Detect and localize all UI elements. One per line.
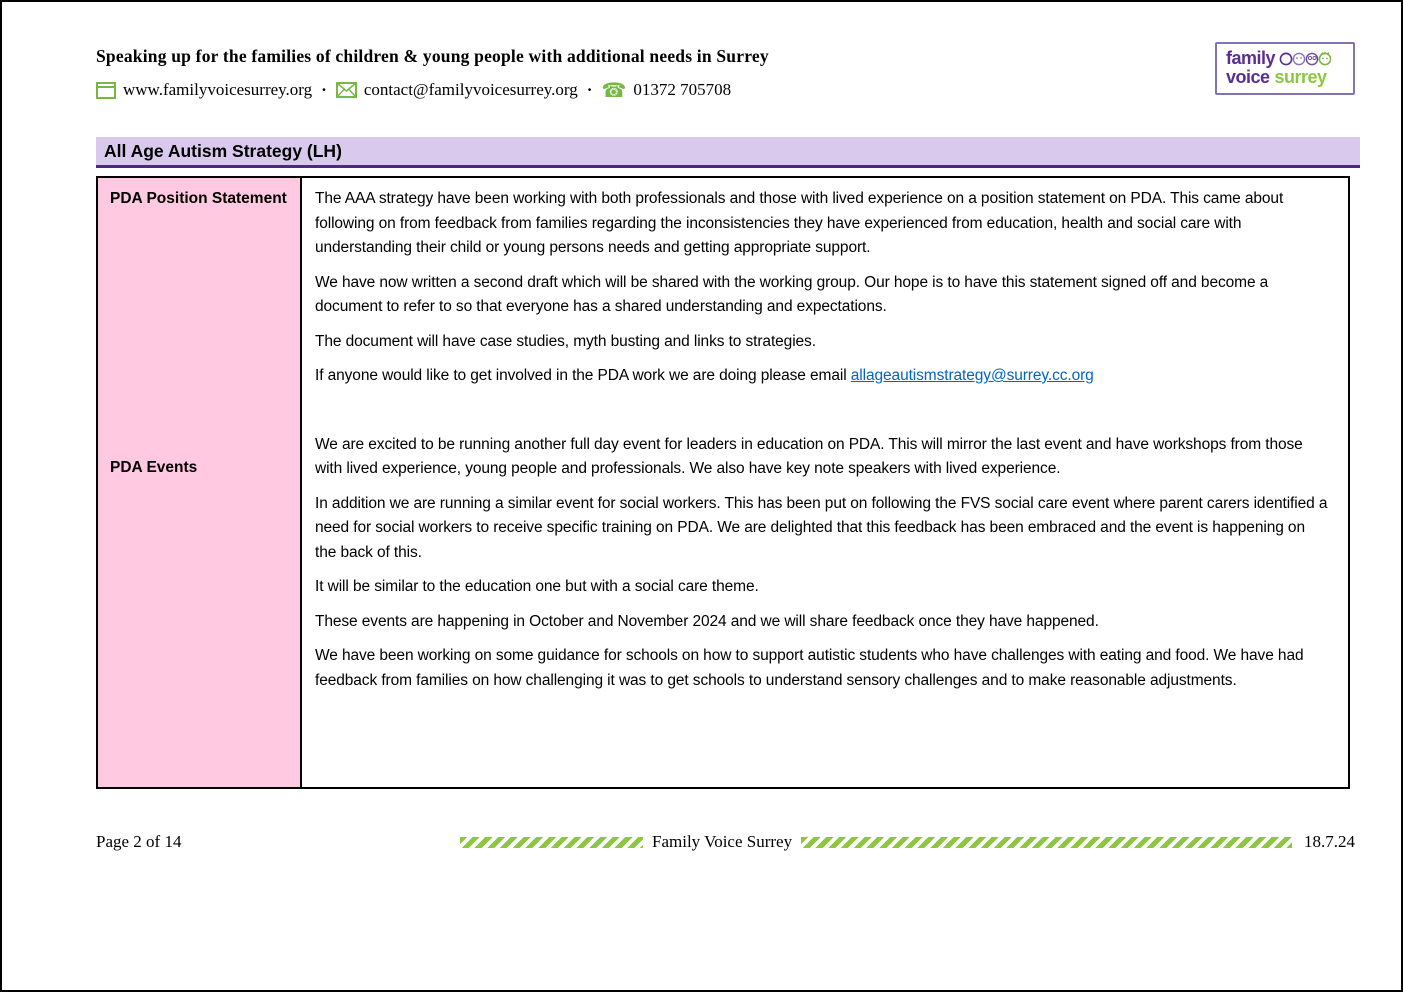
browser-window-icon bbox=[96, 82, 116, 99]
email-intro-text: If anyone would like to get involved in the PDA work we are doing please email bbox=[315, 367, 851, 384]
logo-line-1 bbox=[1226, 49, 1344, 67]
row-label-column bbox=[98, 178, 302, 787]
paragraph: We have been working on some guidance for schools on how to support autistic students who have challenges with eating and food. We have had feedback from families on how challenging it was to get schools to understand sensory challenges and to make reasonable adjustments. bbox=[315, 647, 1304, 689]
logo-word-voice: voice bbox=[1226, 67, 1270, 87]
logo-line-2 bbox=[1226, 68, 1344, 87]
footer-stripe-right bbox=[801, 837, 1292, 848]
contact-email: contact@familyvoicesurrey.org bbox=[363, 80, 578, 99]
row-label-pda-position-statement: PDA Position Statement bbox=[110, 190, 287, 207]
paragraph: The document will have case studies, myth busting and links to strategies. bbox=[315, 332, 816, 350]
footer-org-name: Family Voice Surrey bbox=[652, 832, 793, 851]
paragraph: These events are happening in October and November 2024 and we will share feedback once they have happened. bbox=[315, 612, 1099, 630]
section-title: All Age Autism Strategy (LH) bbox=[104, 141, 342, 161]
logo-word-surrey: surrey bbox=[1274, 67, 1327, 87]
footer-stripe-left bbox=[460, 837, 643, 848]
page-footer bbox=[96, 832, 1355, 852]
envelope-icon bbox=[336, 82, 357, 98]
separator-dot: · bbox=[586, 80, 593, 99]
family-voice-surrey-logo bbox=[1215, 42, 1355, 95]
phone-number: 01372 705708 bbox=[633, 80, 732, 99]
content-column bbox=[302, 178, 1348, 787]
page-number: Page 2 of 14 bbox=[96, 832, 182, 851]
footer-date: 18.7.24 bbox=[1304, 832, 1355, 851]
paragraph-with-link bbox=[315, 364, 1330, 389]
section-banner bbox=[96, 137, 1360, 168]
website-url: www.familyvoicesurrey.org bbox=[123, 80, 313, 99]
tagline: Speaking up for the families of children & young people with additional needs in Surrey bbox=[96, 46, 769, 66]
logo-faces-icon bbox=[1279, 51, 1331, 66]
paragraph: We are excited to be running another full day event for leaders in education on PDA. This will mirror the last event and have workshops from those with lived experience, young people and professionals. We also have key note speakers with lived experience. bbox=[315, 435, 1303, 477]
phone-icon: ☎ bbox=[601, 78, 627, 102]
paragraph: The AAA strategy have been working with both professionals and those with lived experience on a position statement on PDA. This came about following on from feedback from families regarding the inconsistencies they have experienced from education, health and social care with understanding their child or young persons needs and getting appropriate support. bbox=[315, 190, 1284, 256]
content-table bbox=[96, 176, 1350, 789]
paragraph: It will be similar to the education one but with a social care theme. bbox=[315, 578, 759, 595]
page-header bbox=[2, 2, 1401, 100]
contact-line bbox=[96, 80, 769, 100]
paragraph: We have now written a second draft which will be shared with the working group. Our hope is to have this statement signed off and become a document to refer to so that everyone has a shared understanding and expectations. bbox=[315, 273, 1269, 315]
logo-word-family: family bbox=[1226, 48, 1276, 68]
header-text-block bbox=[96, 46, 769, 100]
separator-dot: · bbox=[321, 80, 327, 99]
email-link[interactable]: allageautismstrategy@surrey.cc.org bbox=[850, 367, 1094, 384]
paragraph: In addition we are running a similar event for social workers. This has been put on following the FVS social care event where parent carers identified a need for social workers to receive specific training on PDA. We are delighted that this feedback has been embraced and the event is happening on the back of this. bbox=[315, 494, 1328, 561]
row-label-pda-events: PDA Events bbox=[110, 459, 198, 476]
